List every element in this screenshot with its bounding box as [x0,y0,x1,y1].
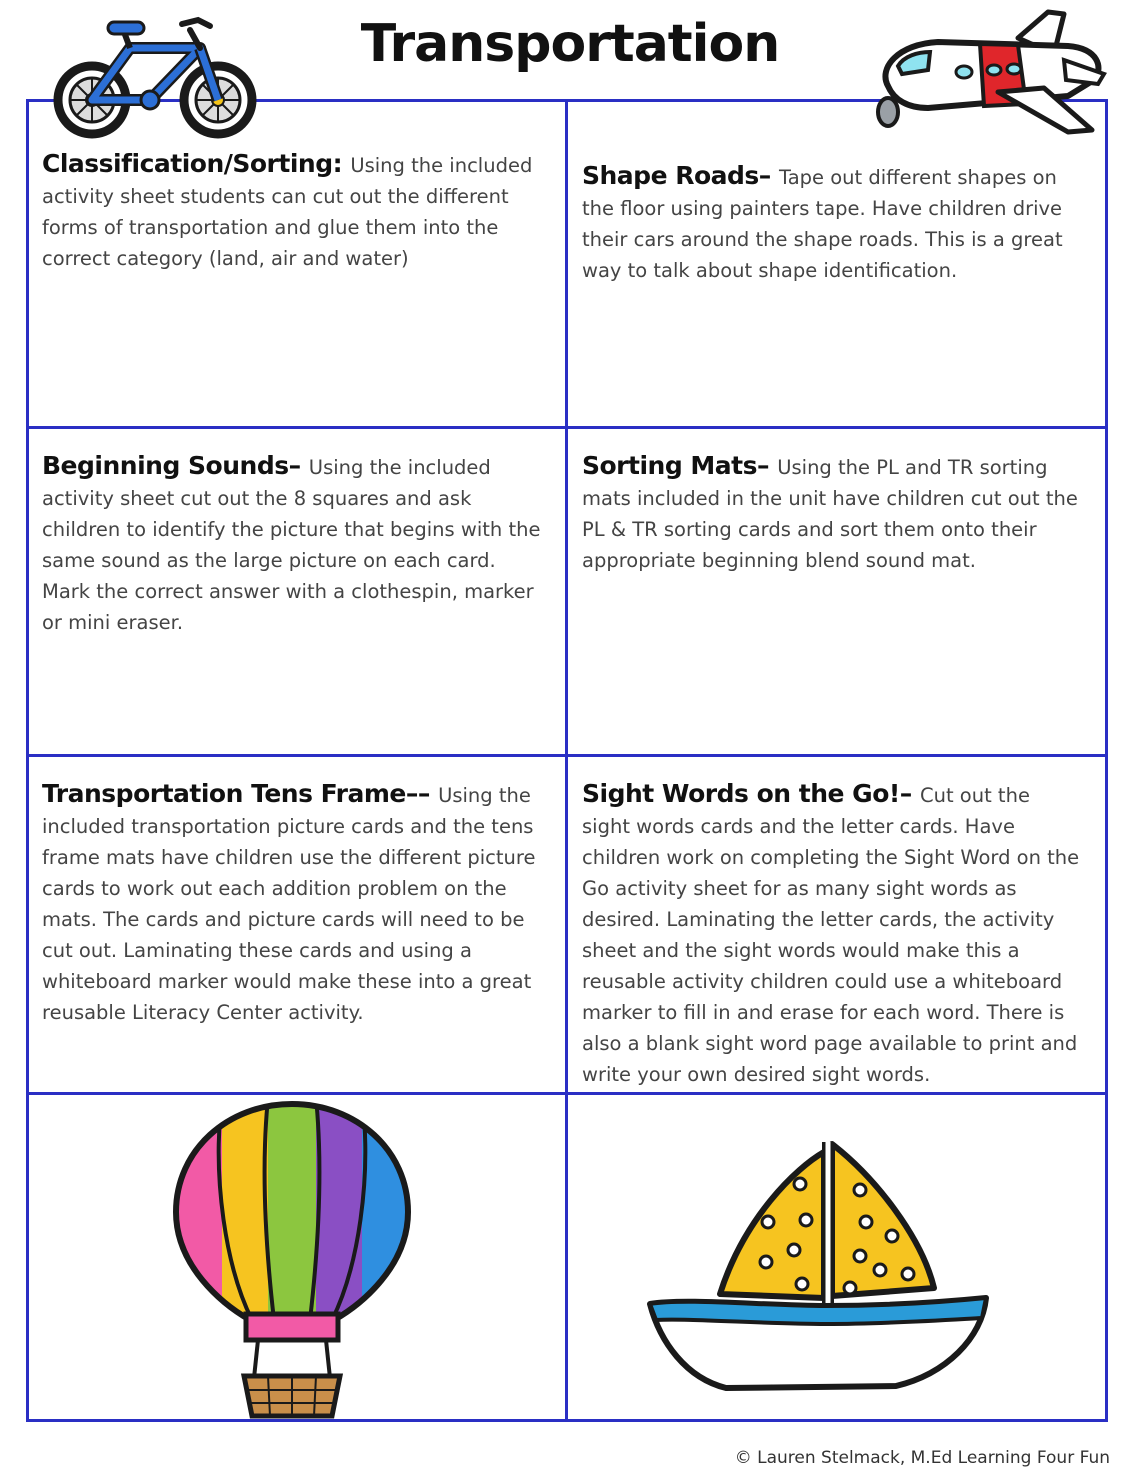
activity-text: Tape out different shapes on the floor using painters tape. Have children drive their cars around the shape roads. This is a great way to talk about shape identification. [582,166,1063,282]
sailboat-icon [646,1138,991,1398]
activity-text: Using the included activity sheet cut out the 8 squares and ask children to identify the picture that begins with the same sound as the large picture on each card. Mark the correct answer with a clothespin, marker or mini eraser. [42,456,541,634]
activity-classification [28,148,564,274]
grid-divider-row-3 [26,1092,1108,1095]
page-title: Transportation [360,14,780,74]
hot-air-balloon-icon [172,1098,412,1418]
grid-divider-vertical [565,99,568,1422]
activity-shape-roads [568,160,1098,286]
activity-heading: Shape Roads– [582,161,780,190]
airplane-icon [868,8,1113,138]
grid-divider-row-1 [26,426,1108,429]
activity-text: Using the PL and TR sorting mats included in the unit have children cut out the PL & TR sorting cards and sort them onto their appropriate beginning blend sound mat. [582,456,1078,572]
activity-sight-words [568,778,1098,1090]
activity-sorting-mats [568,450,1098,576]
activity-text: Using the included transportation picture cards and the tens frame mats have children use the different picture cards to work out each addition problem on the mats. The cards and picture cards will need to be cut out. Laminating these cards and using a whiteboard marker would make these into a great reusable Literacy Center activity. [42,784,536,1024]
activity-heading: Sight Words on the Go!– [582,779,920,808]
activity-text: Cut out the sight words cards and the letter cards. Have children work on completing the Sight Word on the Go activity sheet for as many sight words as desired. Laminating the letter cards, the activity sheet and the sight words would make this a reusable activity children could use a whiteboard marker to fill in and erase for each word. There is also a blank sight word page available to print and write your own desired sight words. [582,784,1080,1086]
copyright-footer: © Lauren Stelmack, M.Ed Learning Four Fun [734,1448,1110,1468]
activity-heading: Sorting Mats– [582,451,778,480]
bicycle-icon [50,8,260,138]
activity-heading: Classification/Sorting: [42,149,351,178]
activity-text: Using the included activity sheet students can cut out the different forms of transportation and glue them into the correct category (land, air and water) [42,154,533,270]
activity-heading: Transportation Tens Frame–– [42,779,439,808]
grid-divider-row-2 [26,754,1108,757]
activity-beginning-sounds [28,450,564,638]
activity-heading: Beginning Sounds– [42,451,309,480]
activity-tens-frame [28,778,564,1028]
